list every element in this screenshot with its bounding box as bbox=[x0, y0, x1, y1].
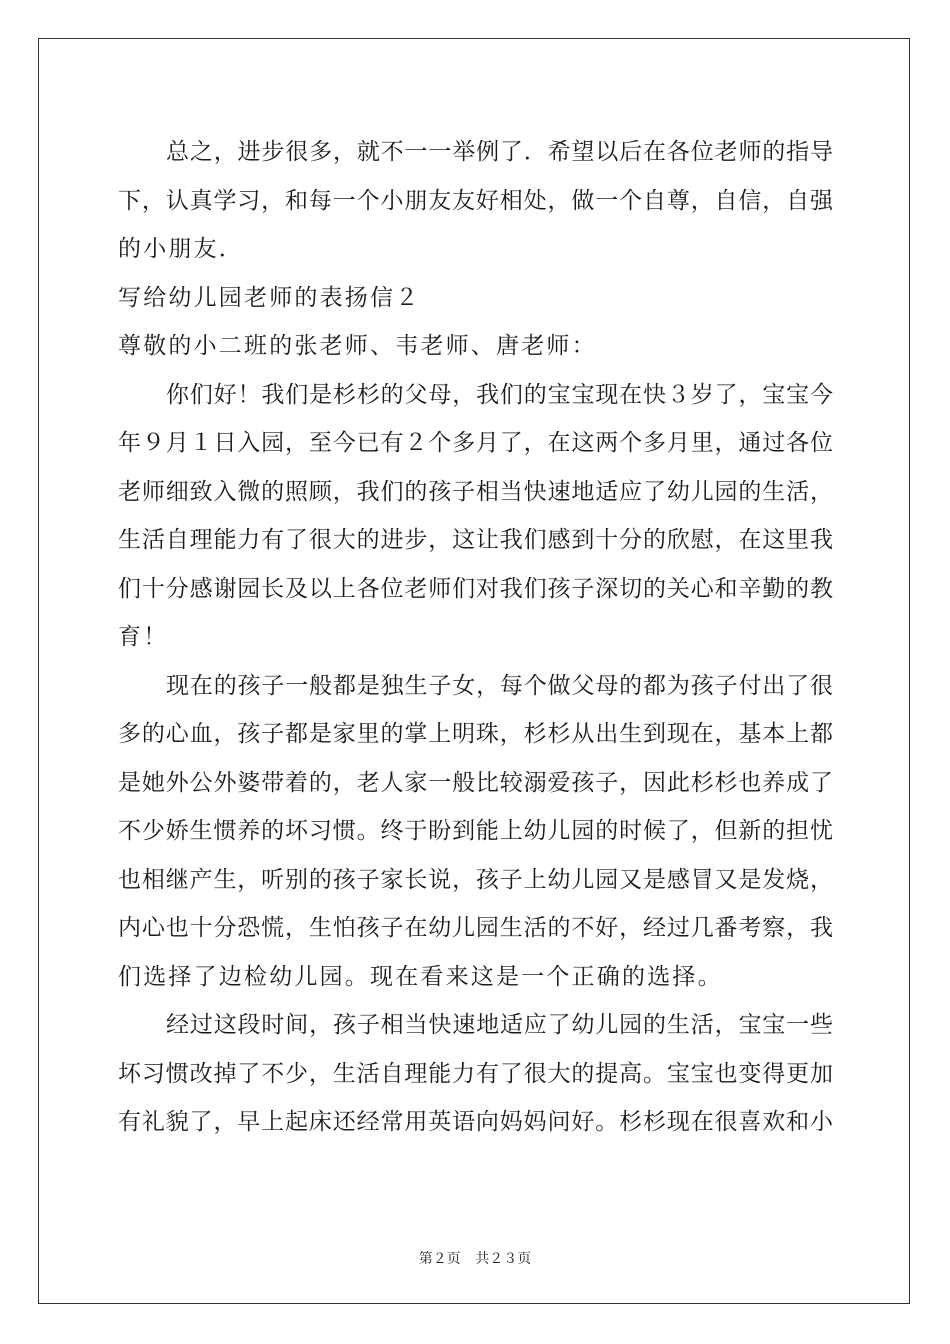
page-total: 共２３页 bbox=[475, 1251, 532, 1267]
text-line: 现在的孩子一般都是独生子女，每个做父母的都为孩子付出了很 bbox=[166, 672, 833, 699]
text-line: 生活自理能力有了很大的进步，这让我们感到十分的欣慰，在这里我 bbox=[118, 527, 833, 553]
section-heading: 写给幼儿园老师的表扬信２ bbox=[118, 284, 421, 311]
text-line: 内心也十分恐慌，生怕孩子在幼儿园生活的不好，经过几番考察，我 bbox=[118, 915, 833, 941]
text-line: 经过这段时间，孩子相当快速地适应了幼儿园的生活，宝宝一些 bbox=[166, 1012, 833, 1038]
text-line: 们十分感谢园长及以上各位老师们对我们孩子深切的关心和辛勤的教 bbox=[118, 575, 833, 602]
text-line: 是她外公外婆带着的，老人家一般比较溺爱孩子，因此杉杉也养成了 bbox=[118, 769, 833, 796]
text-line: 坏习惯改掉了不少，生活自理能力有了很大的提高。宝宝也变得更加 bbox=[118, 1060, 833, 1087]
text-line: 的小朋友． bbox=[118, 236, 244, 262]
text-line: 有礼貌了，早上起床还经常用英语向妈妈问好。杉杉现在很喜欢和小 bbox=[118, 1109, 833, 1135]
text-line: 多的心血，孩子都是家里的掌上明珠，杉杉从出生到现在，基本上都 bbox=[118, 721, 833, 747]
text-line: 你们好！我们是杉杉的父母，我们的宝宝现在快３岁了，宝宝今 bbox=[166, 381, 833, 408]
text-line: 年９月１日入园，至今已有２个多月了，在这两个多月里，通过各位 bbox=[118, 430, 833, 456]
text-line: 们选择了边检幼儿园。现在看来这是一个正确的选择。 bbox=[118, 963, 723, 990]
text-line: 老师细致入微的照顾，我们的孩子相当快速地适应了幼儿园的生活， bbox=[118, 478, 833, 505]
text-line: 下，认真学习，和每一个小朋友友好相处，做一个自尊，自信，自强 bbox=[118, 187, 833, 214]
text-line: 总之，进步很多，就不一一举例了．希望以后在各位老师的指导 bbox=[166, 139, 833, 165]
page-footer bbox=[0, 1248, 950, 1268]
page-number: 第２页 bbox=[418, 1251, 461, 1267]
text-line: 育！ bbox=[118, 624, 169, 650]
salutation: 尊敬的小二班的张老师、韦老师、唐老师： bbox=[118, 333, 597, 359]
document-body bbox=[118, 128, 833, 1147]
text-line: 不少娇生惯养的坏习惯。终于盼到能上幼儿园的时候了，但新的担忧 bbox=[118, 818, 833, 844]
text-line: 也相继产生，听别的孩子家长说，孩子上幼儿园又是感冒又是发烧， bbox=[118, 866, 833, 893]
